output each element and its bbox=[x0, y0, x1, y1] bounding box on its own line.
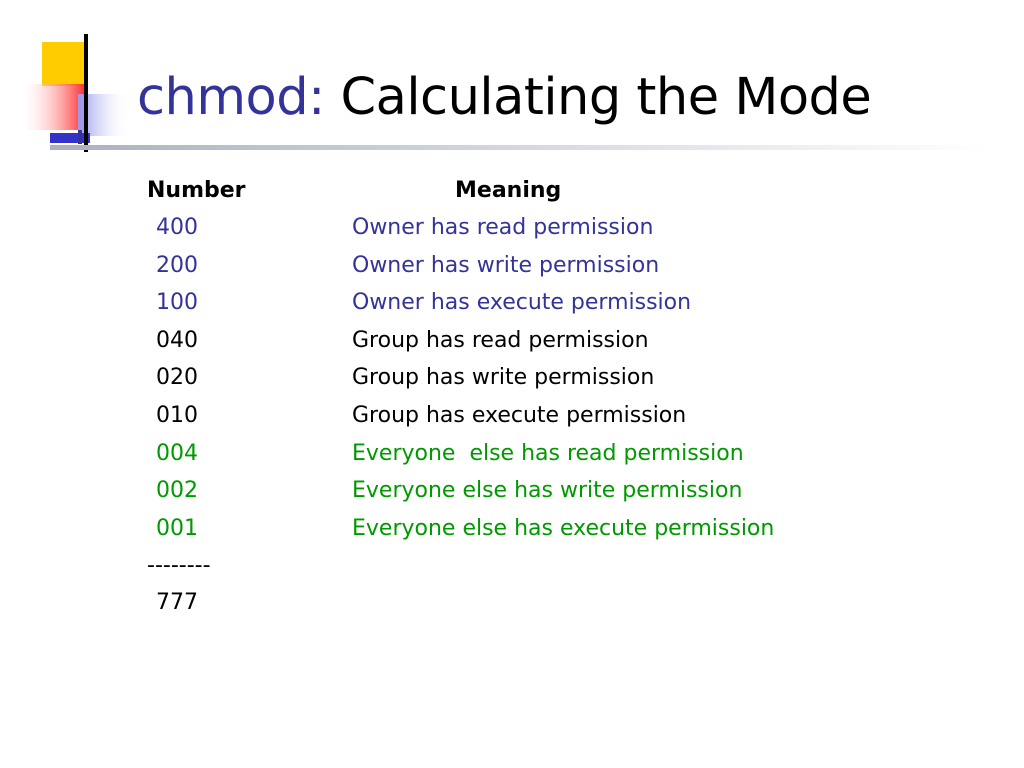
table-row bbox=[0, 323, 1024, 359]
permission-number: 100 bbox=[156, 290, 198, 316]
table-row bbox=[0, 473, 1024, 509]
permission-meaning: Owner has write permission bbox=[352, 252, 660, 278]
title-underline bbox=[50, 143, 990, 153]
permission-number: 010 bbox=[156, 403, 198, 428]
slide-title-text: Calculating the Mode bbox=[324, 68, 872, 127]
permission-number: 200 bbox=[156, 252, 198, 278]
header-number: Number bbox=[147, 178, 246, 203]
permission-meaning: Everyone else has execute permission bbox=[352, 515, 775, 541]
table-header bbox=[0, 174, 1024, 208]
permission-meaning: Group has read permission bbox=[352, 327, 649, 353]
header-meaning: Meaning bbox=[455, 178, 562, 203]
permission-number: 020 bbox=[156, 365, 198, 391]
permission-number: 002 bbox=[156, 478, 198, 504]
table-row bbox=[0, 436, 1024, 472]
table-row bbox=[0, 210, 1024, 246]
table-row bbox=[0, 285, 1024, 321]
permission-meaning: Group has write permission bbox=[352, 365, 655, 391]
permission-number: 040 bbox=[156, 327, 198, 353]
permission-number: 001 bbox=[156, 515, 198, 541]
permission-number: 400 bbox=[156, 215, 198, 240]
sum-total: 777 bbox=[156, 590, 198, 615]
permission-meaning: Owner has read permission bbox=[352, 215, 654, 240]
permission-meaning: Owner has execute permission bbox=[352, 290, 692, 316]
table-row bbox=[0, 511, 1024, 547]
table-row bbox=[0, 248, 1024, 284]
table-row bbox=[0, 360, 1024, 396]
sum-separator: -------- bbox=[147, 553, 211, 578]
slide-title-prefix: chmod: bbox=[137, 68, 325, 127]
permission-meaning: Everyone else has read permission bbox=[352, 440, 744, 466]
table-row bbox=[0, 398, 1024, 434]
permission-meaning: Everyone else has write permission bbox=[352, 478, 743, 504]
permission-number: 004 bbox=[156, 440, 198, 466]
slide-decoration-icon bbox=[20, 32, 130, 154]
slide-title bbox=[137, 62, 871, 134]
permission-meaning: Group has execute permission bbox=[352, 403, 687, 428]
